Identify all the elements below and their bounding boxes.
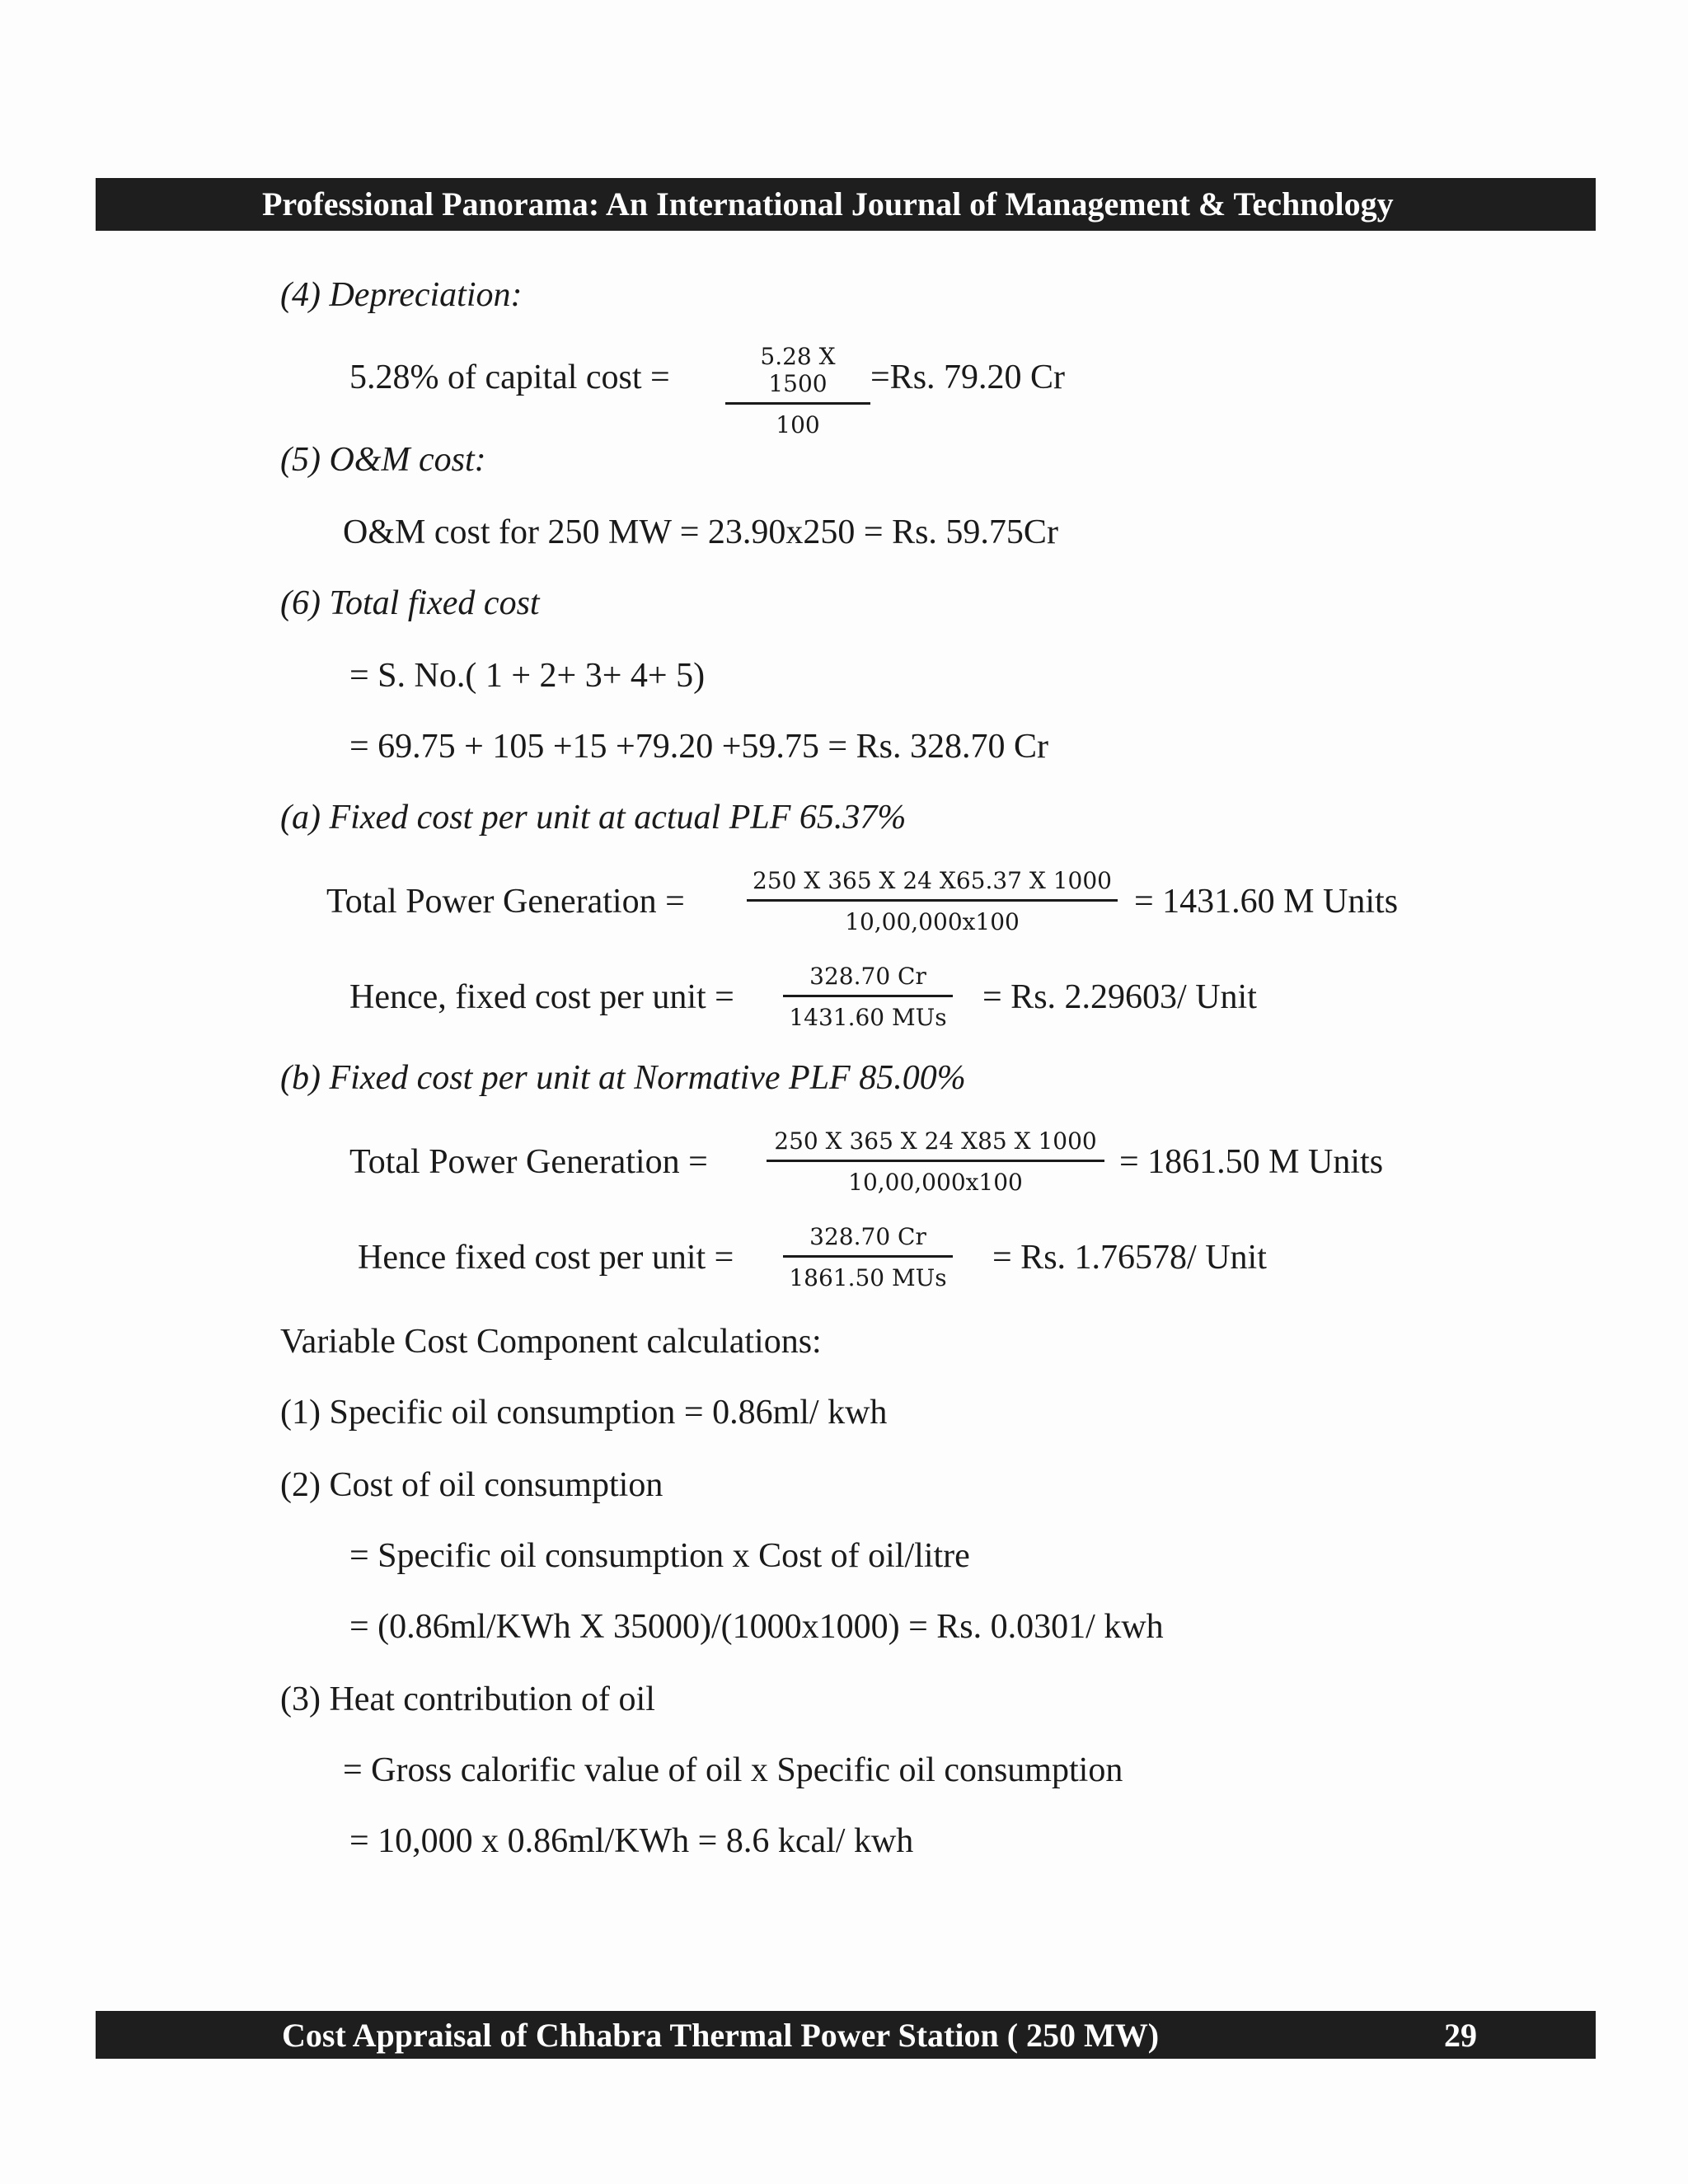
fcpu-norm-rhs: = Rs. 1.76578/ Unit [992,1239,1267,1277]
gen-norm-lhs: Total Power Generation = [349,1143,708,1181]
fraction-denominator: 10,00,000x100 [848,1169,1023,1196]
cost-oil-line-2: = (0.86ml/KWh X 35000)/(1000x1000) = Rs. 0.0301/ kwh [349,1608,1164,1646]
gen-actual-fraction [747,867,1118,935]
journal-header [96,178,1596,231]
fcpu-actual-fraction [783,963,953,1031]
fraction-numerator: 250 X 365 X 24 X65.37 X 1000 [753,867,1112,894]
cost-oil-heading: (2) Cost of oil consumption [280,1466,663,1504]
heat-line-1: = Gross calorific value of oil x Specific oil consumption [343,1751,1123,1789]
fraction-numerator: 250 X 365 X 24 X85 X 1000 [774,1127,1097,1155]
specific-oil-line: (1) Specific oil consumption = 0.86ml/ kwh [280,1394,888,1432]
gen-actual-rhs: = 1431.60 M Units [1134,883,1399,921]
gen-actual-lhs: Total Power Generation = [326,883,685,921]
heat-heading: (3) Heat contribution of oil [280,1680,655,1718]
fraction-denominator: 10,00,000x100 [845,908,1020,935]
variable-heading: Variable Cost Component calculations: [280,1323,822,1361]
heat-line-2: = 10,000 x 0.86ml/KWh = 8.6 kcal/ kwh [349,1822,914,1860]
depreciation-lhs: 5.28% of capital cost = [349,359,670,396]
total-fixed-line-1: = S. No.( 1 + 2+ 3+ 4+ 5) [349,657,706,695]
page-number: 29 [1444,2017,1477,2054]
footer-bar [96,2011,1596,2059]
depreciation-rhs: =Rs. 79.20 Cr [870,359,1066,396]
fraction-numerator: 5.28 X 1500 [760,343,836,397]
fixed-norm-heading: (b) Fixed cost per unit at Normative PLF 85.00% [280,1059,966,1097]
om-line: O&M cost for 250 MW = 23.90x250 = Rs. 59.75Cr [343,513,1058,551]
cost-oil-line-1: = Specific oil consumption x Cost of oil/litre [349,1537,970,1575]
total-fixed-heading: (6) Total fixed cost [280,584,540,622]
depreciation-heading: (4) Depreciation: [280,276,523,314]
fixed-actual-heading: (a) Fixed cost per unit at actual PLF 65.37% [280,799,907,837]
fraction-numerator: 328.70 Cr [809,963,926,990]
fcpu-actual-rhs: = Rs. 2.29603/ Unit [982,978,1257,1016]
fcpu-norm-fraction [783,1223,953,1291]
fraction-denominator: 100 [776,411,820,438]
fcpu-actual-lhs: Hence, fixed cost per unit = [349,978,734,1016]
gen-norm-fraction [767,1127,1104,1196]
fraction-denominator: 1431.60 MUs [789,1004,947,1031]
gen-norm-rhs: = 1861.50 M Units [1119,1143,1384,1181]
om-heading: (5) O&M cost: [280,441,486,479]
fraction-numerator: 328.70 Cr [809,1223,926,1250]
article-title: Cost Appraisal of Chhabra Thermal Power Station ( 250 MW) [282,2017,1160,2054]
fraction-denominator: 1861.50 MUs [789,1264,947,1291]
depreciation-fraction [725,343,870,438]
journal-title: Professional Panorama: An International Journal of Management & Technology [262,185,1394,223]
fcpu-norm-lhs: Hence fixed cost per unit = [358,1239,734,1277]
total-fixed-line-2: = 69.75 + 105 +15 +79.20 +59.75 = Rs. 328.70 Cr [349,728,1048,766]
